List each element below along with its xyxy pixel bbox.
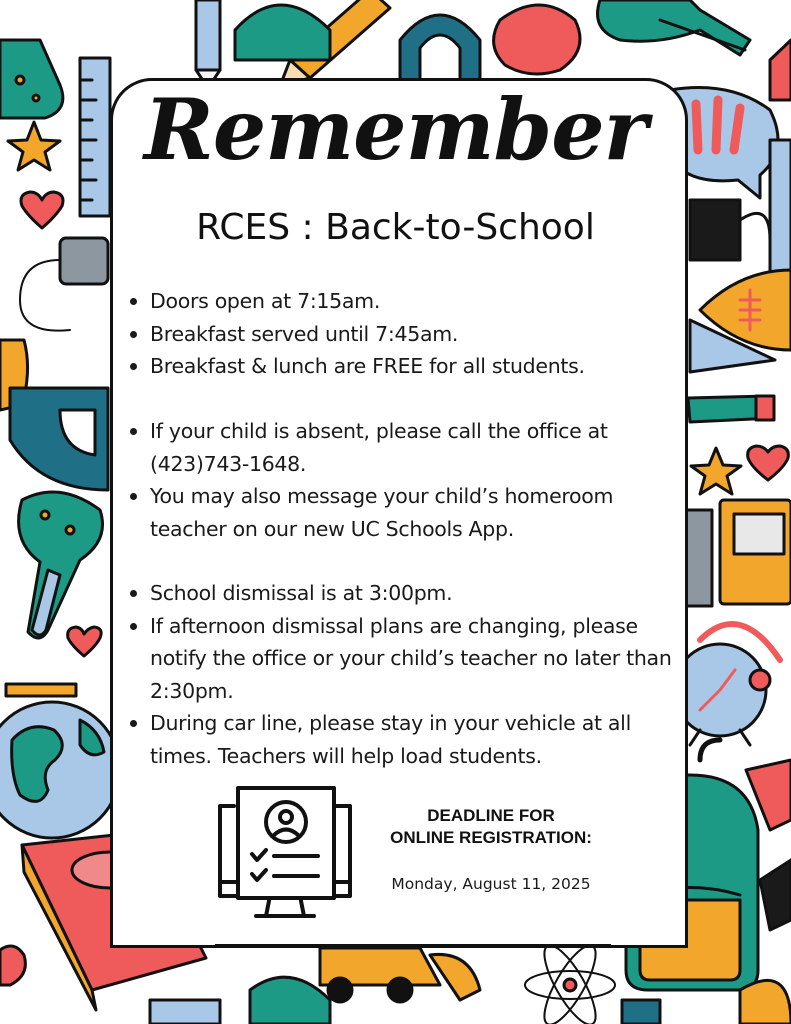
registration-heading-line: ONLINE REGISTRATION:	[390, 828, 592, 847]
dismissal-info-list	[128, 577, 688, 772]
list-item: Breakfast & lunch are FREE for all students.	[128, 350, 688, 383]
apple-icon	[494, 5, 580, 74]
page-subtitle: RCES : Back-to-School	[196, 207, 595, 248]
globe-icon	[0, 684, 120, 838]
absence-info-list	[128, 415, 688, 545]
divider	[215, 944, 611, 948]
list-item: Doors open at 7:15am.	[128, 285, 688, 318]
list-item: You may also message your child’s homeroom teacher on our new UC Schools App.	[128, 480, 688, 545]
registration-heading-line: DEADLINE FOR	[427, 806, 555, 825]
list-item: If your child is absent, please call the office at (423)743-1648.	[128, 415, 688, 480]
protractor-icon	[10, 388, 108, 490]
registration-deadline-heading	[360, 805, 622, 849]
pencil-icon	[196, 0, 220, 88]
magnet-icon	[400, 15, 480, 80]
list-item: School dismissal is at 3:00pm.	[128, 577, 688, 610]
headphones-icon	[235, 5, 330, 60]
alarm-clock-icon	[674, 624, 780, 745]
heart-icon	[68, 627, 101, 656]
list-item: During car line, please stay in your vehicle at all times. Teachers will help load students.	[128, 707, 688, 772]
calculator-icon	[720, 500, 791, 604]
list-item: Breakfast served until 7:45am.	[128, 318, 688, 351]
heart-icon	[748, 446, 789, 480]
flask-icon	[19, 492, 103, 638]
morning-info-list	[128, 285, 688, 383]
star-icon	[691, 448, 741, 494]
registration-deadline-date: Monday, August 11, 2025	[391, 875, 591, 893]
online-registration-form-icon	[212, 784, 358, 924]
list-item: If afternoon dismissal plans are changing, please notify the office or your child’s teacher no later than 2:30pm.	[128, 610, 688, 708]
page-title: Remember	[144, 80, 647, 179]
flask-icon	[598, 0, 751, 55]
